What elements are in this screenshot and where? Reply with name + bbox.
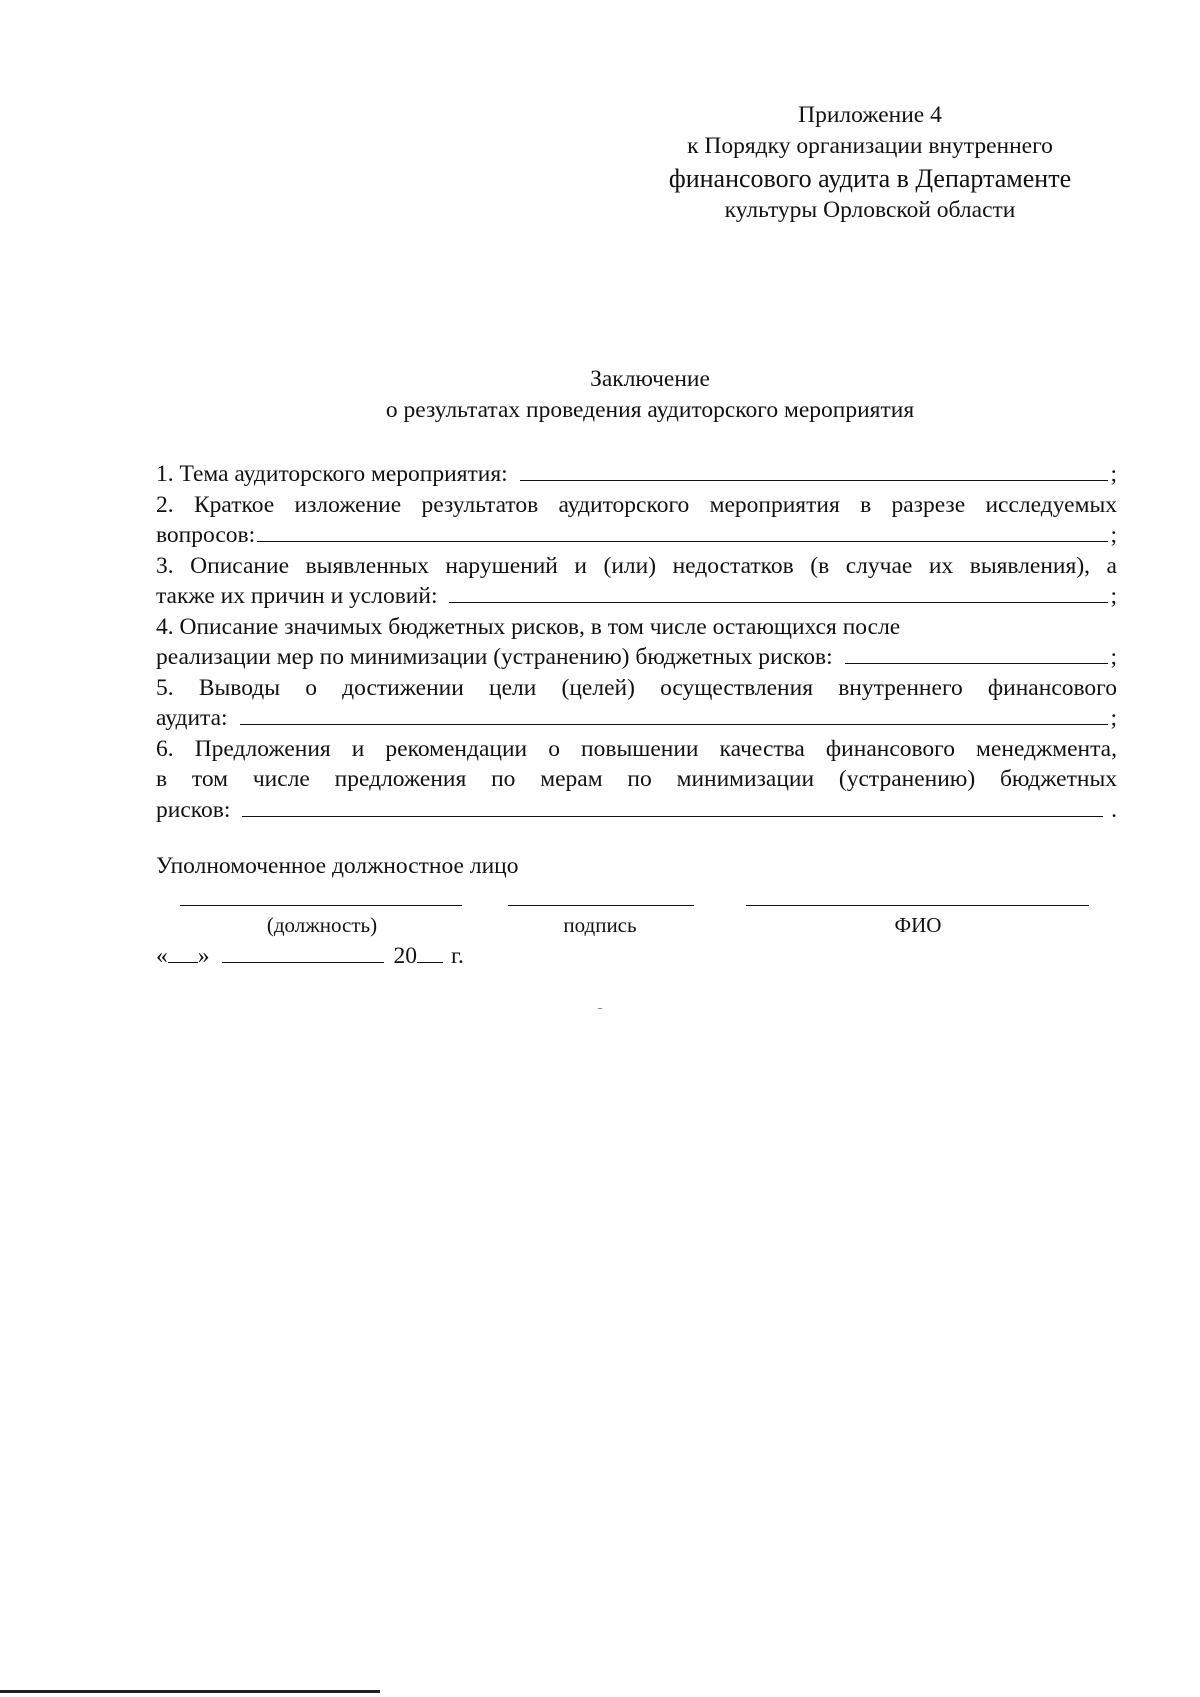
date-row (156, 941, 464, 971)
item-3-line2 (156, 581, 1117, 612)
conclusion-items (156, 459, 1117, 825)
date-close-quote: » (197, 943, 210, 969)
item-5-line2 (156, 703, 1117, 734)
item-2-line1: 2. Краткое изложение результатов аудиторского мероприятия в разрезе исследуемых (156, 491, 1117, 518)
scan-edge-mark (0, 1690, 380, 1693)
month-blank[interactable] (222, 944, 384, 963)
year-prefix: 20 (393, 943, 417, 969)
item-4-line2 (156, 642, 1117, 673)
item-4-line1 (156, 612, 1117, 643)
item-5-text: аудита: (156, 705, 228, 731)
item-5-blank[interactable] (240, 704, 1109, 725)
item-6-line1: 6. Предложения и рекомендации о повышении качества финансового менеджмента, (156, 735, 1117, 762)
year-blank[interactable] (417, 944, 443, 963)
annex-ref-line1: к Порядку организации внутреннего (687, 133, 1053, 159)
item-2-line2 (156, 520, 1117, 551)
title-main: Заключение (590, 366, 710, 392)
name-line[interactable] (746, 905, 1089, 906)
item-4-blank[interactable] (845, 643, 1109, 664)
annex-header (620, 100, 1120, 226)
item-1-text: 1. Тема аудиторского мероприятия: (156, 461, 508, 487)
position-caption: (должность) (266, 913, 378, 937)
document-title (150, 364, 1150, 426)
position-line[interactable] (180, 905, 462, 906)
item-2-blank[interactable] (257, 521, 1108, 542)
item-5-semicolon: ; (1110, 705, 1117, 731)
item-1-semicolon: ; (1110, 461, 1117, 487)
title-sub: о результатах проведения аудиторского мероприятия (385, 397, 915, 423)
signature-line[interactable] (508, 905, 694, 906)
item-6-text: рисков: (156, 796, 231, 823)
item-3-blank[interactable] (449, 582, 1108, 603)
item-6-line2: в том числе предложения по мерам по минимизации (устранению) бюджетных (156, 766, 1117, 792)
item-6-blank[interactable] (242, 796, 1103, 817)
item-3-text: также их причин и условий: (156, 583, 438, 609)
scan-speck (598, 1008, 602, 1009)
name-caption: ФИО (894, 913, 942, 937)
signer-label: Уполномоченное должностное лицо (156, 853, 519, 879)
annex-ref-line2: финансового аудита в Департаменте (668, 164, 1072, 193)
item-1 (156, 459, 1117, 490)
item-3-semicolon: ; (1110, 583, 1117, 609)
item-6-period: . (1111, 796, 1117, 823)
item-4-semicolon: ; (1110, 644, 1117, 670)
item-6-line3 (156, 795, 1117, 826)
item-4-text-1: 4. Описание значимых бюджетных рисков, в том числе остающихся после (156, 613, 901, 640)
item-3-line1: 3. Описание выявленных нарушений и (или) недостатков (в случае их выявления), а (156, 552, 1117, 579)
annex-ref-line3: культуры Орловской области (724, 197, 1016, 223)
year-suffix: г. (451, 943, 464, 969)
date-open-quote: « (156, 943, 168, 969)
item-2-semicolon: ; (1110, 522, 1117, 548)
day-blank[interactable] (168, 944, 198, 963)
item-4-text-2: реализации мер по минимизации (устранению) бюджетных рисков: (156, 644, 833, 670)
item-1-blank[interactable] (520, 460, 1109, 481)
annex-number: Приложение 4 (798, 102, 942, 128)
item-5-line1: 5. Выводы о достижении цели (целей) осуществления внутреннего финансового (156, 674, 1117, 701)
signature-caption: подпись (563, 913, 637, 937)
item-2-text: вопросов: (156, 522, 256, 548)
